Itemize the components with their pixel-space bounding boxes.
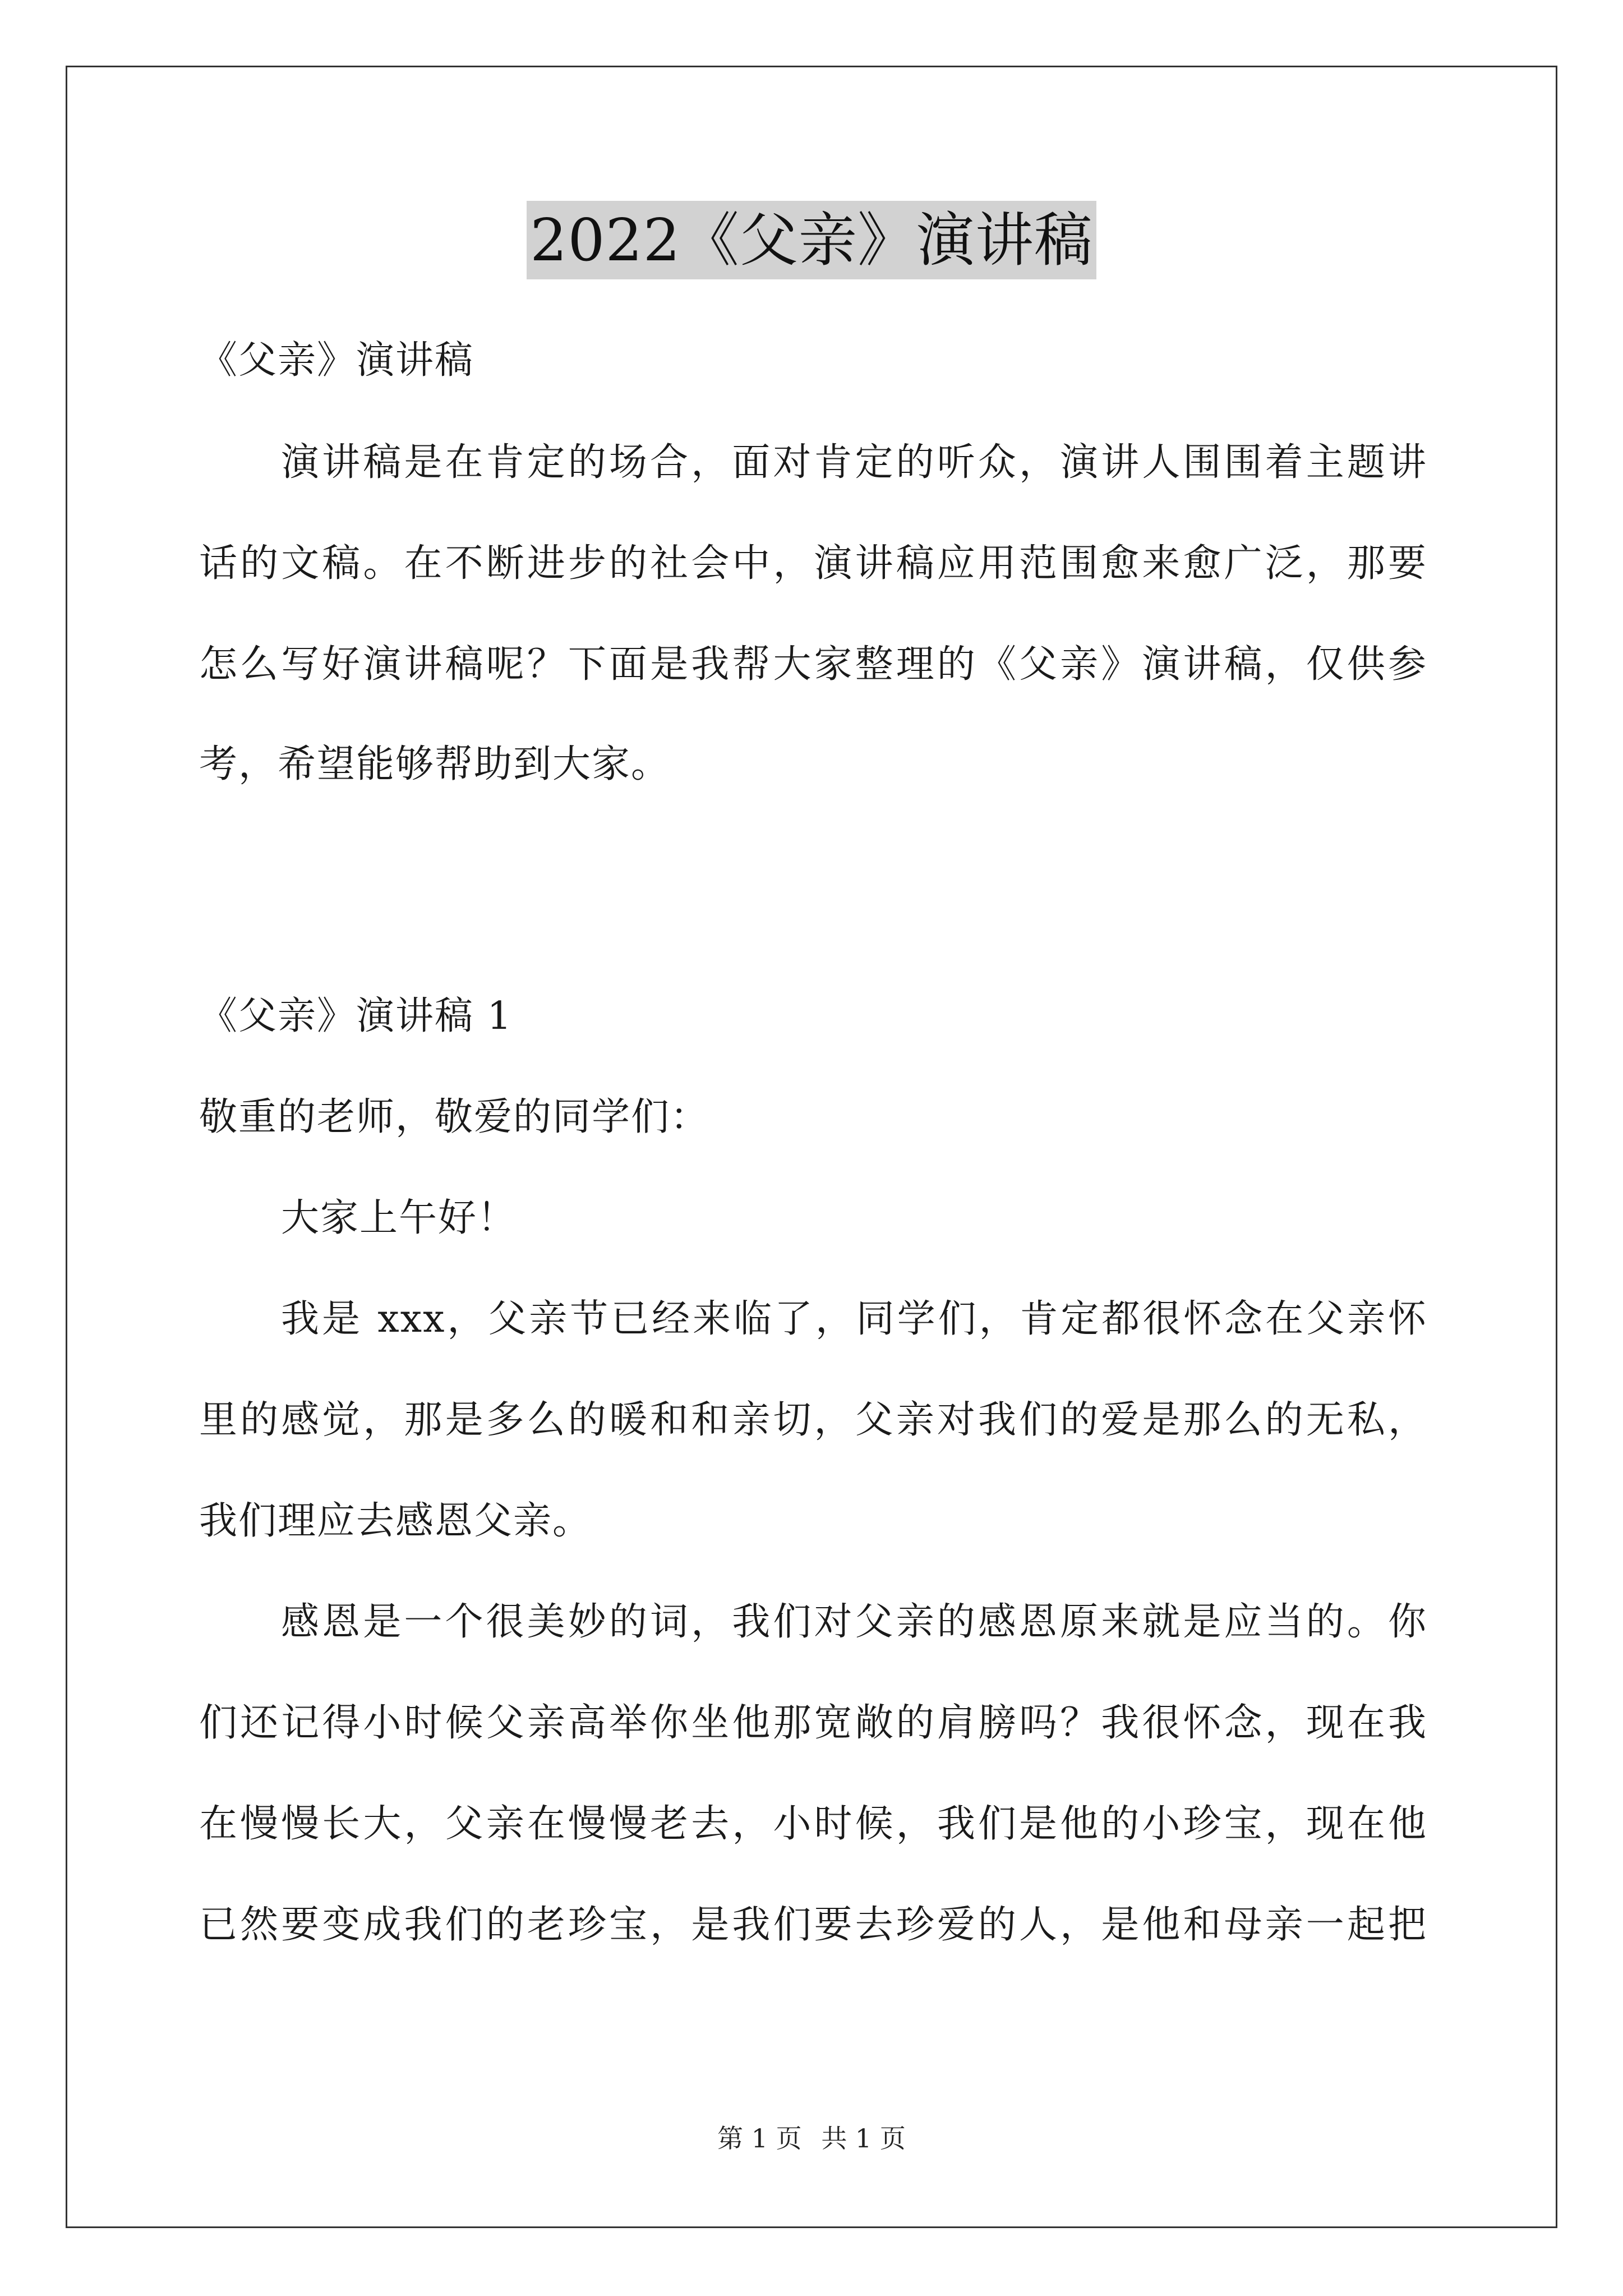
page-number-current: 第 1 页 [717,2123,802,2154]
para2-line-4: 已然要变成我们的老珍宝，是我们要去珍爱的人，是他和母亲一起把 [199,1903,1427,1947]
title-container [0,201,1623,279]
page-number-total: 共 1 页 [821,2123,906,2154]
intro-line-2: 话的文稿。在不断进步的社会中，演讲稿应用范围愈来愈广泛，那要 [199,541,1427,586]
para2-line-1: 感恩是一个很美妙的词，我们对父亲的感恩原来就是应当的。你 [281,1600,1427,1644]
para2-line-2: 们还记得小时候父亲高举你坐他那宽敞的肩膀吗？我很怀念，现在我 [199,1701,1427,1745]
para1-line-1: 我是 xxx，父亲节已经来临了，同学们，肯定都很怀念在父亲怀 [281,1297,1427,1341]
para1-line-2: 里的感觉，那是多么的暖和和亲切，父亲对我们的爱是那么的无私， [199,1398,1427,1442]
subtitle: 《父亲》演讲稿 [199,338,474,383]
intro-line-4: 考，希望能够帮助到大家。 [199,742,671,786]
para1-line-3: 我们理应去感恩父亲。 [199,1499,592,1543]
document-title: 2022《父亲》演讲稿 [527,201,1096,279]
section-heading: 《父亲》演讲稿 1 [199,994,513,1038]
intro-line-1: 演讲稿是在肯定的场合，面对肯定的听众，演讲人围围着主题讲 [281,440,1427,485]
salutation: 敬重的老师，敬爱的同学们： [199,1095,710,1139]
para2-line-3: 在慢慢长大，父亲在慢慢老去，小时候，我们是他的小珍宝，现在他 [199,1802,1427,1846]
page-footer [0,2122,1623,2155]
greeting: 大家上午好！ [281,1196,517,1240]
intro-line-3: 怎么写好演讲稿呢？下面是我帮大家整理的《父亲》演讲稿，仅供参 [199,642,1427,687]
